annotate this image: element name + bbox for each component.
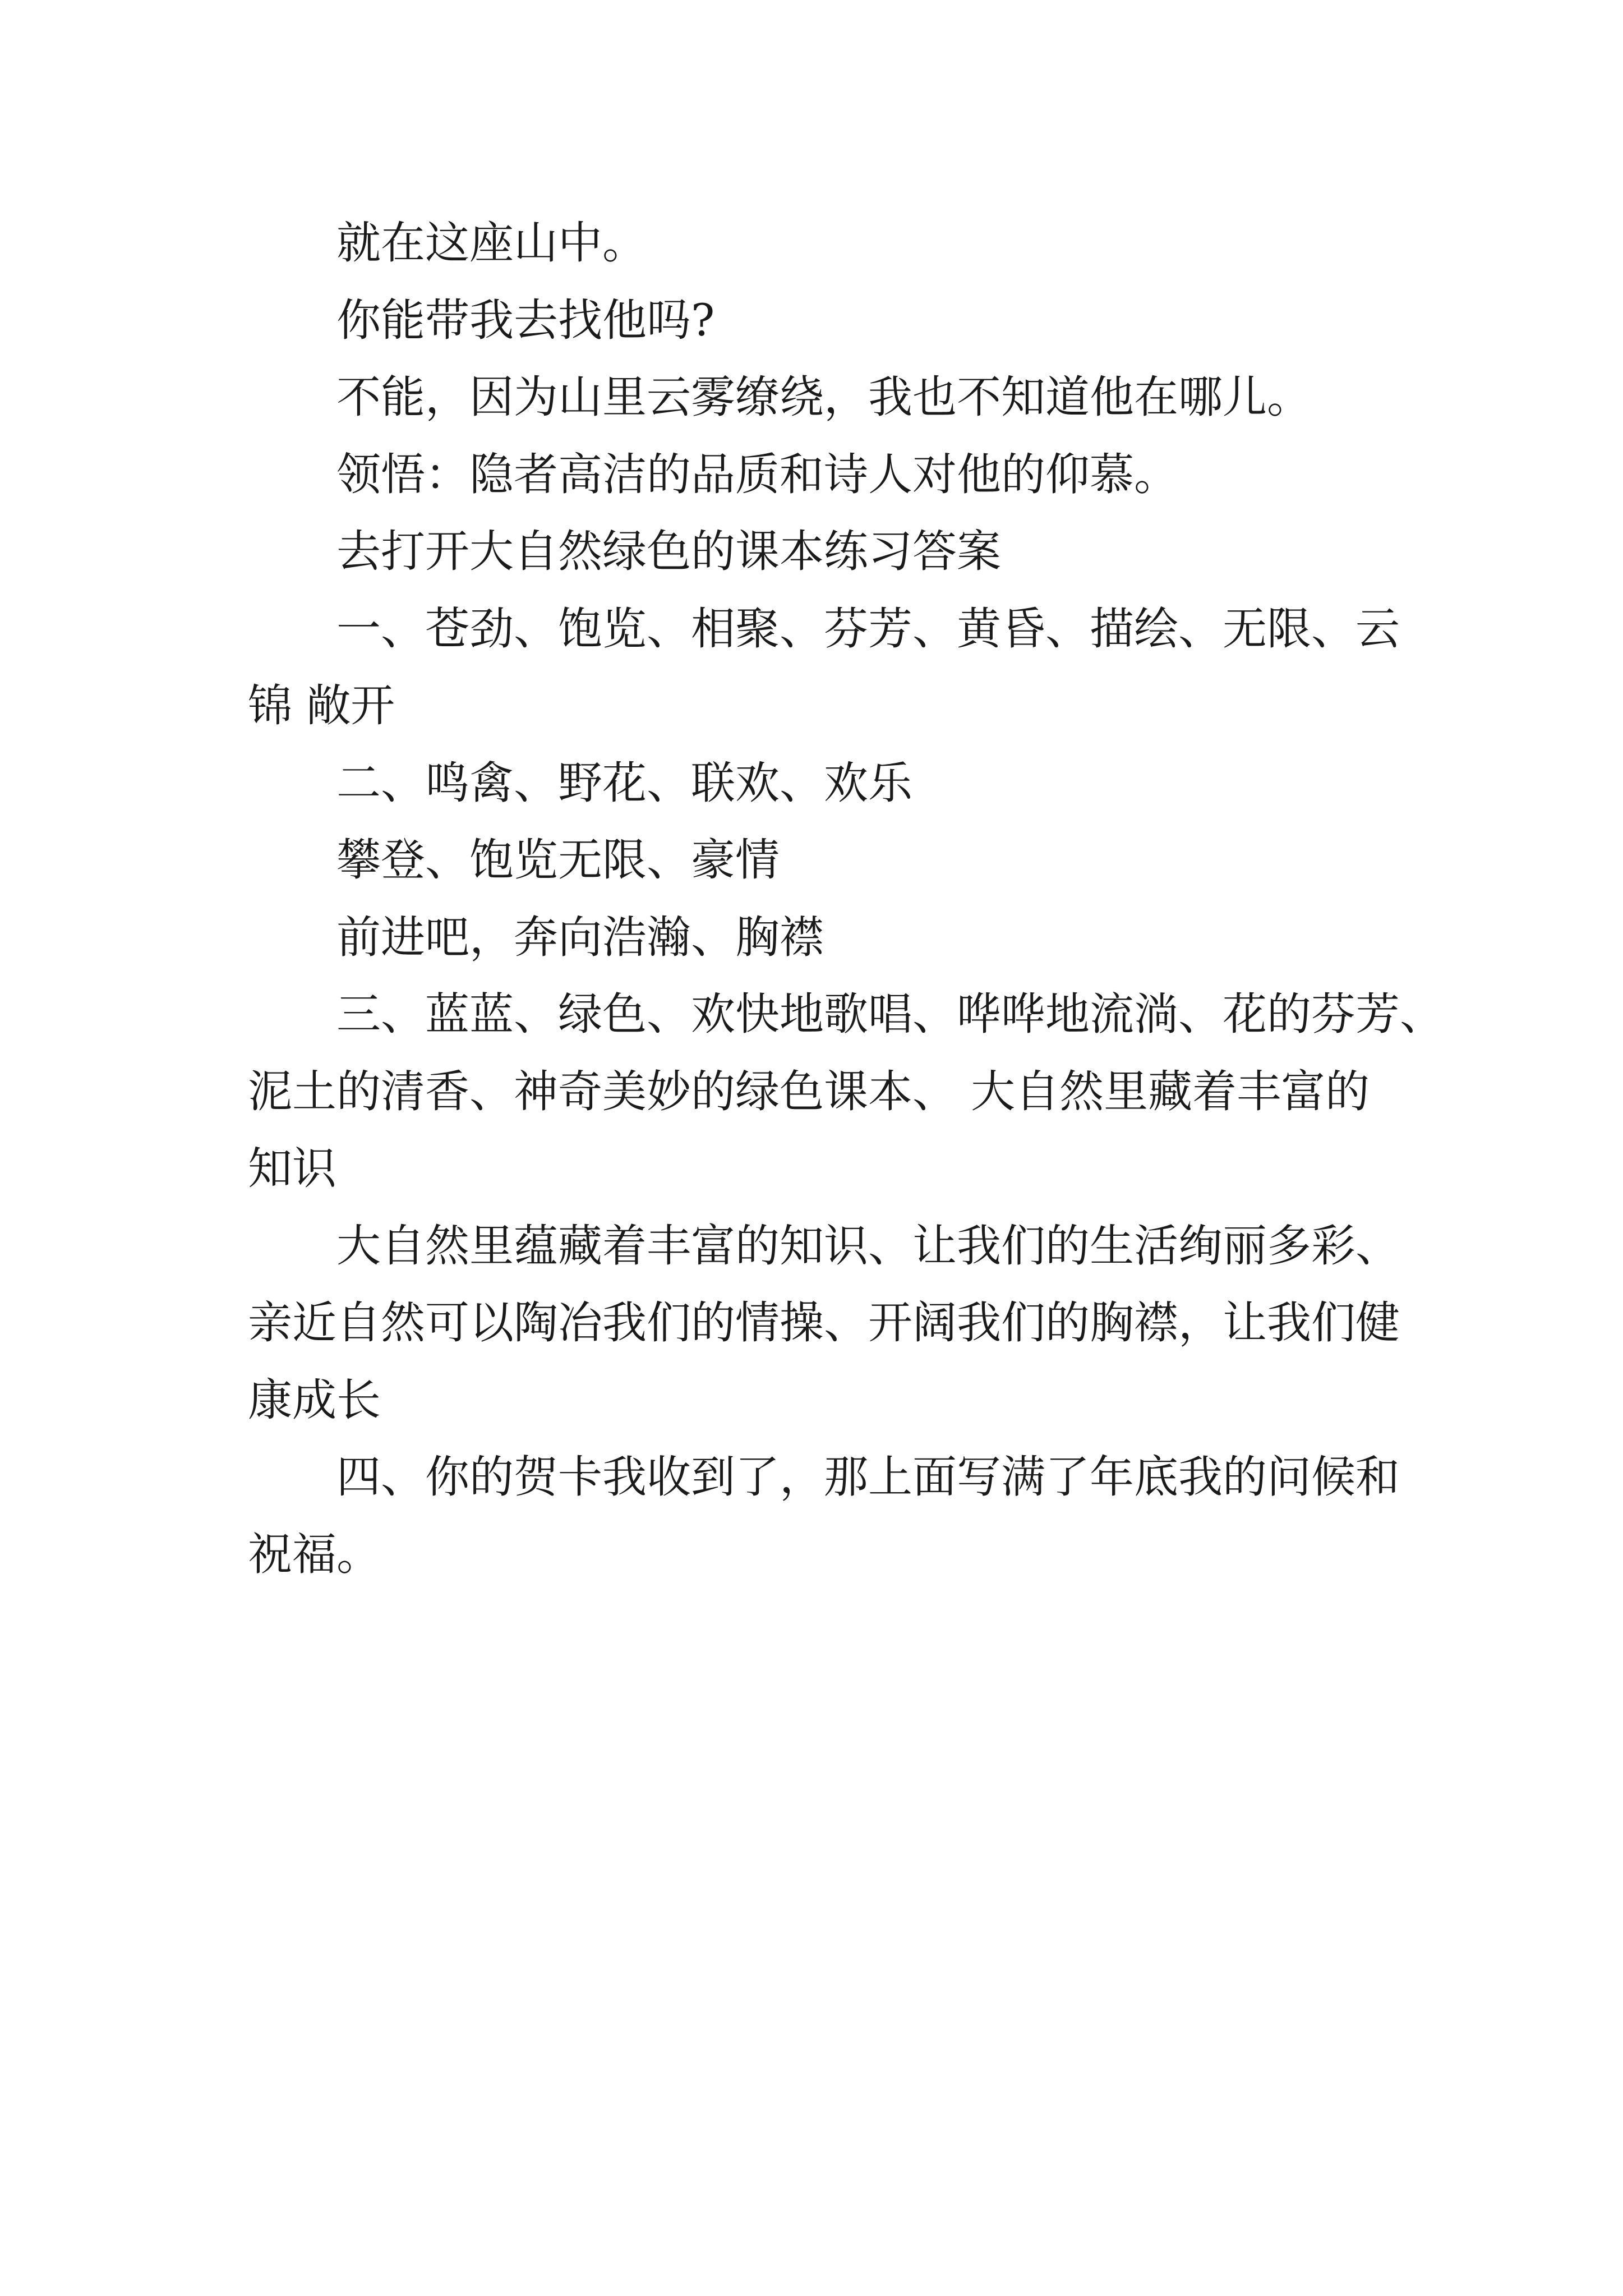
text-line: 前进吧，奔向浩瀚、胸襟 [336, 911, 824, 963]
paragraph [248, 899, 1437, 977]
text-line: 四、你的贺卡我收到了，那上面写满了年底我的问候和 [336, 1451, 1400, 1503]
text-line: 泥土的清香、神奇美妙的绿色课本、 大自然里藏着丰富的 [248, 1065, 1370, 1117]
text-line: 不能，因为山里云雾缭绕，我也不知道他在哪儿。 [336, 371, 1311, 423]
document-body [248, 205, 1444, 1593]
paragraph [248, 822, 1437, 899]
text-line: 三、蓝蓝、绿色、欢快地歌唱、哗哗地流淌、花的芬芳、 [336, 988, 1444, 1040]
text-line: 二、鸣禽、野花、联欢、欢乐 [336, 757, 912, 809]
section-heading [248, 513, 1437, 591]
paragraph [248, 1208, 1437, 1439]
text-line: 大自然里蕴藏着丰富的知识、让我们的生活绚丽多彩、 [336, 1220, 1400, 1272]
paragraph [248, 745, 1437, 822]
text-line: 康成长 [248, 1374, 381, 1426]
paragraph [248, 282, 1437, 360]
text-line: 亲近自然可以陶冶我们的情操、开阔我们的胸襟，让我们健 [248, 1297, 1400, 1349]
text-line: 锦 敞开 [248, 680, 395, 731]
text-line: 去打开大自然绿色的课本练习答案 [336, 526, 1001, 577]
text-line: 你能带我去找他吗? [336, 294, 715, 346]
paragraph [248, 205, 1437, 282]
text-line: 就在这座山中。 [336, 217, 647, 269]
text-line: 攀登、饱览无限、豪情 [336, 834, 780, 886]
paragraph [248, 1439, 1437, 1593]
text-line: 一、苍劲、饱览、相聚、芬芳、黄昏、描绘、无限、云 [336, 602, 1400, 655]
paragraph [248, 591, 1437, 745]
paragraph [248, 976, 1444, 1208]
paragraph [248, 359, 1437, 436]
paragraph [248, 436, 1437, 514]
text-line: 祝福。 [248, 1528, 381, 1580]
text-line: 领悟：隐者高洁的品质和诗人对他的仰慕。 [336, 448, 1178, 500]
text-line: 知识 [248, 1143, 336, 1194]
